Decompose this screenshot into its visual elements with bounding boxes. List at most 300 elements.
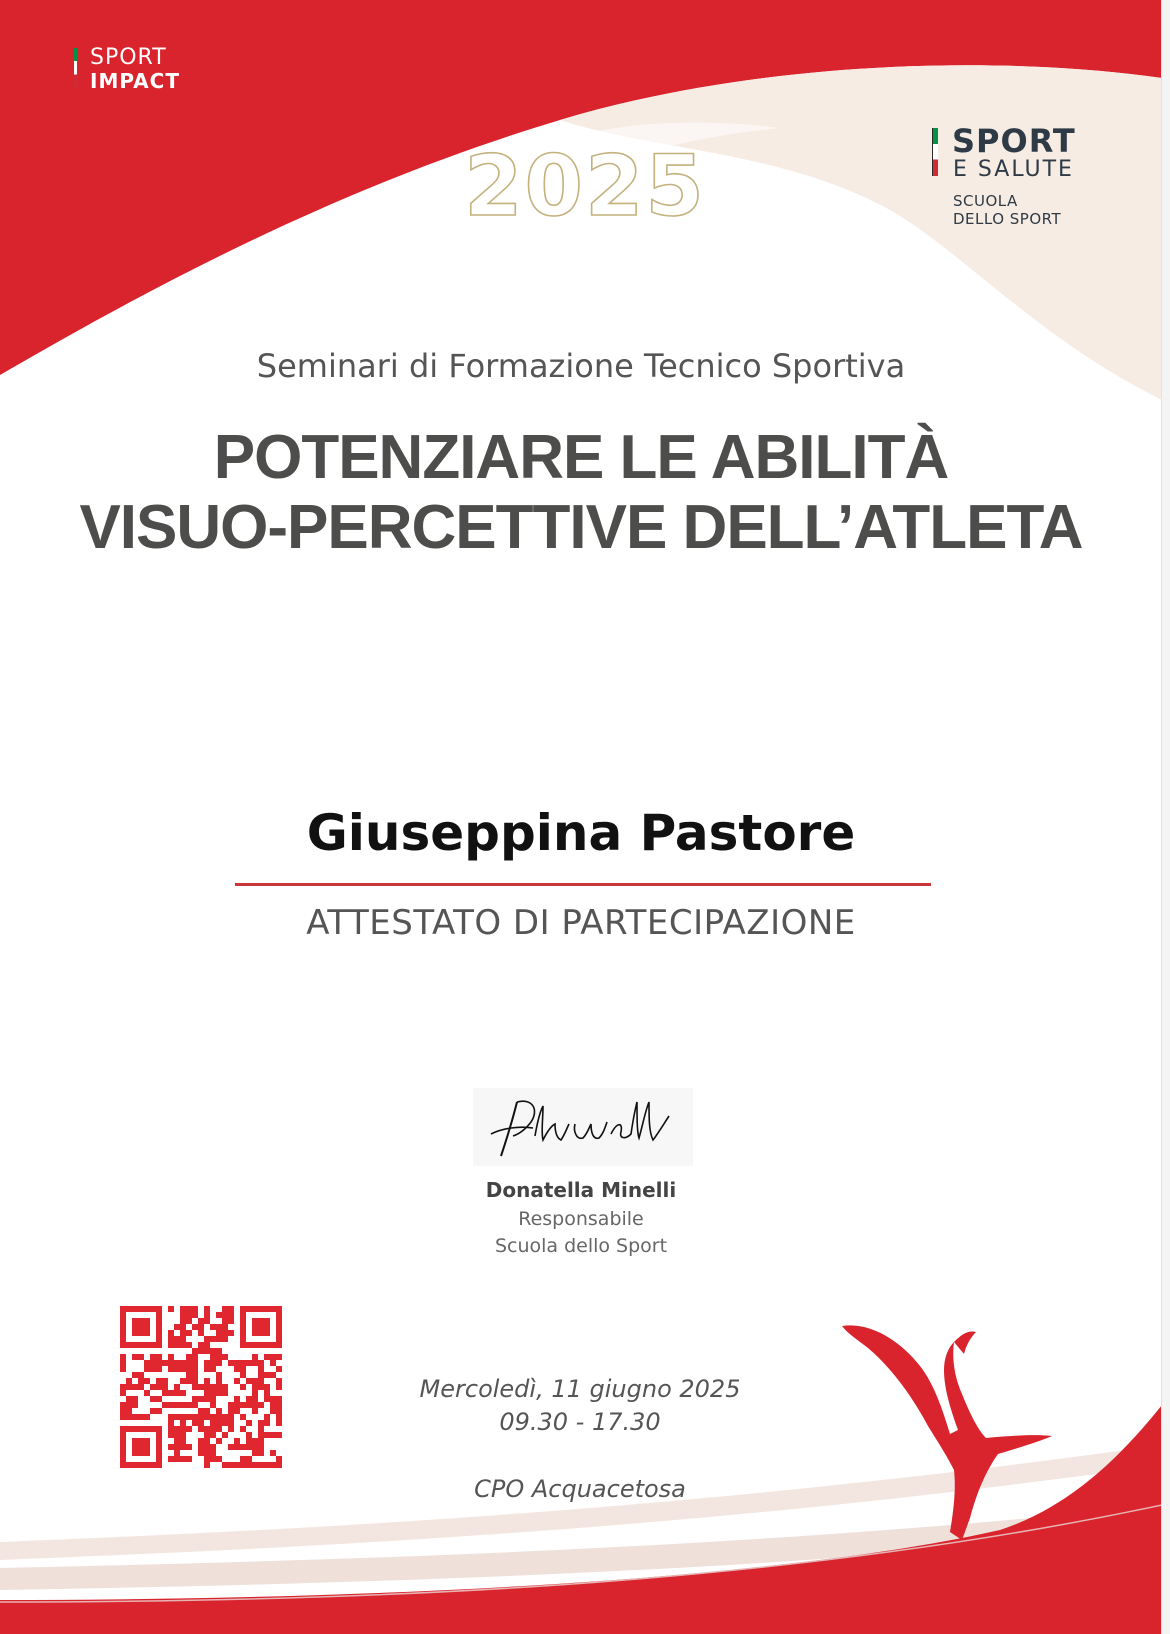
qr-module [126, 1402, 132, 1408]
qr-module [258, 1426, 264, 1432]
qr-module [276, 1414, 282, 1420]
italian-flag-stripe [932, 128, 938, 176]
qr-module [216, 1426, 222, 1432]
qr-module [210, 1366, 216, 1372]
qr-module [204, 1390, 210, 1396]
qr-module [252, 1378, 258, 1384]
qr-module [258, 1438, 264, 1444]
qr-module [228, 1444, 234, 1450]
qr-module [180, 1438, 186, 1444]
qr-module [144, 1378, 150, 1384]
qr-module [168, 1414, 174, 1420]
qr-module [204, 1432, 210, 1438]
qr-module [246, 1432, 252, 1438]
qr-module [270, 1450, 276, 1456]
qr-module [168, 1354, 174, 1360]
qr-module [222, 1354, 228, 1360]
qr-module [126, 1414, 132, 1420]
qr-module [192, 1312, 198, 1318]
qr-module [138, 1354, 144, 1360]
seminar-title-line2: VISUO-PERCETTIVE DELL’ATLETA [79, 493, 1083, 562]
qr-module [222, 1306, 228, 1312]
qr-module [126, 1396, 132, 1402]
qr-module [270, 1408, 276, 1414]
qr-module [246, 1396, 252, 1402]
qr-module [246, 1462, 252, 1468]
qr-module [252, 1450, 258, 1456]
qr-module [186, 1330, 192, 1336]
qr-module [144, 1366, 150, 1372]
qr-module [228, 1330, 234, 1336]
qr-module [192, 1354, 198, 1360]
qr-module [186, 1444, 192, 1450]
qr-module [198, 1420, 204, 1426]
qr-module [168, 1306, 174, 1312]
name-underline [235, 883, 931, 886]
year-heading: 2025 [464, 137, 706, 235]
qr-finder-pattern [123, 1429, 159, 1465]
qr-module [258, 1366, 264, 1372]
qr-module [132, 1414, 138, 1420]
qr-module [276, 1378, 282, 1384]
qr-module [204, 1384, 210, 1390]
qr-module [210, 1324, 216, 1330]
qr-module [174, 1450, 180, 1456]
qr-module [156, 1366, 162, 1372]
qr-module [138, 1372, 144, 1378]
qr-module [120, 1408, 126, 1414]
qr-module [168, 1456, 174, 1462]
qr-module [210, 1390, 216, 1396]
qr-module [222, 1390, 228, 1396]
qr-module [270, 1462, 276, 1468]
qr-module [258, 1402, 264, 1408]
sport-impact-logo-line2: IMPACT [90, 69, 180, 93]
qr-module [168, 1342, 174, 1348]
qr-module [186, 1372, 192, 1378]
qr-module [228, 1408, 234, 1414]
qr-module [192, 1306, 198, 1312]
event-time: 09.30 - 17.30 [499, 1408, 661, 1436]
qr-module [144, 1360, 150, 1366]
qr-module [168, 1444, 174, 1450]
qr-module [228, 1462, 234, 1468]
qr-module [186, 1360, 192, 1366]
qr-module [264, 1384, 270, 1390]
sport-e-salute-logo-line1: SPORT [952, 122, 1076, 160]
qr-module [192, 1402, 198, 1408]
qr-module [234, 1366, 240, 1372]
qr-module [186, 1312, 192, 1318]
qr-module [186, 1378, 192, 1384]
qr-module [192, 1324, 198, 1330]
qr-module [198, 1342, 204, 1348]
qr-module [174, 1444, 180, 1450]
qr-module [198, 1384, 204, 1390]
qr-module [258, 1378, 264, 1384]
qr-module [204, 1348, 210, 1354]
qr-module [186, 1426, 192, 1432]
qr-module [222, 1318, 228, 1324]
qr-module [204, 1408, 210, 1414]
qr-module [234, 1462, 240, 1468]
qr-module [246, 1456, 252, 1462]
qr-module [180, 1414, 186, 1420]
qr-module [264, 1420, 270, 1426]
sport-e-salute-logo-line2: E SALUTE [953, 157, 1074, 182]
qr-module [276, 1366, 282, 1372]
qr-module [120, 1402, 126, 1408]
qr-module [258, 1360, 264, 1366]
qr-module [216, 1408, 222, 1414]
qr-module [258, 1444, 264, 1450]
qr-module [252, 1354, 258, 1360]
qr-finder-pattern [123, 1309, 159, 1345]
qr-module [240, 1444, 246, 1450]
qr-module [144, 1390, 150, 1396]
qr-module [216, 1378, 222, 1384]
qr-module [264, 1432, 270, 1438]
qr-module [120, 1366, 126, 1372]
qr-module [198, 1426, 204, 1432]
qr-module [252, 1384, 258, 1390]
qr-module [240, 1366, 246, 1372]
qr-module [204, 1378, 210, 1384]
qr-module [198, 1414, 204, 1420]
qr-module [270, 1396, 276, 1402]
qr-module [192, 1360, 198, 1366]
qr-module [192, 1384, 198, 1390]
qr-module [240, 1426, 246, 1432]
qr-module [276, 1456, 282, 1462]
qr-module [168, 1360, 174, 1366]
qr-module [132, 1384, 138, 1390]
qr-module [228, 1402, 234, 1408]
qr-module [174, 1426, 180, 1432]
event-place: CPO Acquacetosa [474, 1475, 686, 1503]
qr-module [168, 1420, 174, 1426]
qr-module [120, 1414, 126, 1420]
qr-module [204, 1450, 210, 1456]
qr-module [138, 1414, 144, 1420]
qr-module [216, 1384, 222, 1390]
qr-module [162, 1384, 168, 1390]
qr-module [204, 1336, 210, 1342]
qr-module [234, 1360, 240, 1366]
qr-module [240, 1462, 246, 1468]
qr-module [258, 1420, 264, 1426]
qr-module [126, 1408, 132, 1414]
qr-module [240, 1414, 246, 1420]
qr-module [222, 1462, 228, 1468]
qr-module [156, 1378, 162, 1384]
seminar-title [0, 423, 1162, 563]
qr-module [204, 1438, 210, 1444]
qr-module [222, 1384, 228, 1390]
certificate-type: ATTESTATO DI PARTECIPAZIONE [306, 903, 856, 943]
qr-module [276, 1402, 282, 1408]
qr-module [198, 1396, 204, 1402]
qr-module [162, 1390, 168, 1396]
qr-module [228, 1318, 234, 1324]
qr-module [180, 1306, 186, 1312]
sport-e-salute-logo [932, 122, 1132, 238]
signatory-role: Responsabile [518, 1208, 644, 1230]
qr-module [168, 1390, 174, 1396]
qr-module [180, 1336, 186, 1342]
qr-module [204, 1366, 210, 1372]
qr-module [180, 1432, 186, 1438]
qr-module [192, 1414, 198, 1420]
qr-module [270, 1432, 276, 1438]
qr-module [186, 1366, 192, 1372]
qr-module [216, 1438, 222, 1444]
qr-module [210, 1384, 216, 1390]
qr-module [264, 1390, 270, 1396]
qr-module [132, 1402, 138, 1408]
qr-module [186, 1342, 192, 1348]
qr-module [138, 1378, 144, 1384]
qr-module [180, 1426, 186, 1432]
qr-module [210, 1354, 216, 1360]
qr-module [216, 1348, 222, 1354]
qr-module [276, 1420, 282, 1426]
event-date: Mercoledì, 11 giugno 2025 [419, 1375, 741, 1403]
qr-module [174, 1390, 180, 1396]
qr-module [246, 1360, 252, 1366]
qr-module [180, 1342, 186, 1348]
qr-finder-pattern [243, 1309, 279, 1345]
qr-module [156, 1408, 162, 1414]
scuola-label-line1: SCUOLA [953, 192, 1018, 210]
seminar-subtitle: Seminari di Formazione Tecnico Sportiva [256, 347, 906, 385]
qr-module [246, 1402, 252, 1408]
qr-module [210, 1414, 216, 1420]
qr-module [150, 1354, 156, 1360]
qr-module [252, 1438, 258, 1444]
qr-module [186, 1354, 192, 1360]
qr-module [240, 1384, 246, 1390]
qr-module [210, 1360, 216, 1366]
signatory-organization: Scuola dello Sport [494, 1235, 668, 1257]
qr-module [210, 1396, 216, 1402]
sport-impact-logo-line1: SPORT [90, 45, 167, 70]
qr-module [204, 1396, 210, 1402]
qr-module [162, 1402, 168, 1408]
qr-module [180, 1312, 186, 1318]
qr-module [150, 1396, 156, 1402]
qr-module [234, 1396, 240, 1402]
qr-module [216, 1354, 222, 1360]
qr-module [120, 1360, 126, 1366]
qr-module [258, 1372, 264, 1378]
qr-module [192, 1396, 198, 1402]
qr-module [204, 1306, 210, 1312]
qr-module [150, 1360, 156, 1366]
qr-module [258, 1450, 264, 1456]
qr-module [198, 1330, 204, 1336]
qr-module [162, 1378, 168, 1384]
qr-module [174, 1324, 180, 1330]
qr-module [204, 1360, 210, 1366]
qr-module [210, 1402, 216, 1408]
qr-module [168, 1432, 174, 1438]
qr-module [264, 1396, 270, 1402]
qr-module [270, 1354, 276, 1360]
qr-module [276, 1384, 282, 1390]
qr-module [252, 1390, 258, 1396]
qr-module [258, 1384, 264, 1390]
qr-module [204, 1318, 210, 1324]
qr-module [216, 1324, 222, 1330]
qr-module [174, 1342, 180, 1348]
qr-module [192, 1378, 198, 1384]
qr-module [234, 1378, 240, 1384]
qr-module [174, 1360, 180, 1366]
qr-module [186, 1456, 192, 1462]
qr-module [168, 1402, 174, 1408]
qr-module [174, 1432, 180, 1438]
qr-module [252, 1462, 258, 1468]
qr-module [180, 1324, 186, 1330]
qr-module [240, 1360, 246, 1366]
qr-module [174, 1438, 180, 1444]
qr-module [216, 1312, 222, 1318]
recipient-name: Giuseppina Pastore [306, 804, 856, 862]
qr-module [234, 1408, 240, 1414]
qr-code-icon [120, 1306, 282, 1468]
qr-module [246, 1420, 252, 1426]
qr-module [144, 1414, 150, 1420]
qr-module [156, 1360, 162, 1366]
qr-module [252, 1402, 258, 1408]
qr-module [156, 1354, 162, 1360]
qr-module [246, 1438, 252, 1444]
scuola-dello-sport-label [953, 192, 1061, 228]
qr-module [228, 1360, 234, 1366]
qr-module [222, 1432, 228, 1438]
qr-module [228, 1414, 234, 1420]
qr-module [168, 1426, 174, 1432]
qr-module [264, 1372, 270, 1378]
qr-module [120, 1384, 126, 1390]
qr-module [210, 1450, 216, 1456]
qr-module [180, 1420, 186, 1426]
qr-module [210, 1420, 216, 1426]
qr-module [192, 1372, 198, 1378]
qr-module [198, 1444, 204, 1450]
qr-module [180, 1318, 186, 1324]
qr-module [210, 1426, 216, 1432]
italian-flag-stripe [74, 48, 77, 88]
qr-module [180, 1330, 186, 1336]
qr-module [150, 1366, 156, 1372]
qr-module [216, 1336, 222, 1342]
qr-module [180, 1444, 186, 1450]
qr-module [222, 1414, 228, 1420]
qr-module [264, 1354, 270, 1360]
qr-module [132, 1396, 138, 1402]
qr-module [198, 1438, 204, 1444]
qr-module [204, 1426, 210, 1432]
qr-module [264, 1462, 270, 1468]
qr-module [126, 1384, 132, 1390]
qr-module [222, 1324, 228, 1330]
qr-module [228, 1312, 234, 1318]
qr-module [246, 1378, 252, 1384]
qr-module [276, 1408, 282, 1414]
qr-module [174, 1366, 180, 1372]
athlete-silhouette-icon [838, 1318, 1088, 1548]
qr-module [252, 1360, 258, 1366]
qr-module [180, 1402, 186, 1408]
qr-module [180, 1390, 186, 1396]
qr-module [210, 1444, 216, 1450]
qr-module [198, 1348, 204, 1354]
qr-module [186, 1318, 192, 1324]
qr-module [204, 1414, 210, 1420]
qr-module [174, 1336, 180, 1342]
qr-module [132, 1354, 138, 1360]
qr-module [174, 1414, 180, 1420]
qr-module [204, 1312, 210, 1318]
qr-module [168, 1330, 174, 1336]
qr-module [270, 1372, 276, 1378]
qr-module [276, 1396, 282, 1402]
signatory-name: Donatella Minelli [485, 1178, 677, 1202]
qr-module [216, 1372, 222, 1378]
qr-module [150, 1384, 156, 1390]
qr-module [150, 1408, 156, 1414]
qr-module [174, 1384, 180, 1390]
qr-module [204, 1342, 210, 1348]
qr-module [186, 1306, 192, 1312]
qr-module [222, 1336, 228, 1342]
qr-module [192, 1366, 198, 1372]
qr-module [180, 1456, 186, 1462]
qr-module [168, 1366, 174, 1372]
qr-module [258, 1462, 264, 1468]
qr-module [252, 1408, 258, 1414]
qr-module [204, 1462, 210, 1468]
qr-module [210, 1348, 216, 1354]
qr-module [240, 1402, 246, 1408]
qr-module [216, 1390, 222, 1396]
seminar-title-line1: POTENZIARE LE ABILITÀ [213, 423, 949, 492]
qr-module [192, 1348, 198, 1354]
qr-module [210, 1456, 216, 1462]
qr-module [180, 1360, 186, 1366]
qr-module [198, 1324, 204, 1330]
qr-module [252, 1396, 258, 1402]
qr-module [204, 1456, 210, 1462]
qr-module [216, 1330, 222, 1336]
qr-module [126, 1378, 132, 1384]
qr-module [120, 1354, 126, 1360]
signature-image [473, 1088, 693, 1166]
qr-module [132, 1372, 138, 1378]
qr-module [192, 1420, 198, 1426]
qr-module [216, 1456, 222, 1462]
qr-module [252, 1444, 258, 1450]
qr-module [174, 1402, 180, 1408]
qr-module [240, 1456, 246, 1462]
qr-module [276, 1462, 282, 1468]
qr-module [216, 1414, 222, 1420]
qr-module [138, 1384, 144, 1390]
qr-module [198, 1318, 204, 1324]
qr-module [228, 1306, 234, 1312]
